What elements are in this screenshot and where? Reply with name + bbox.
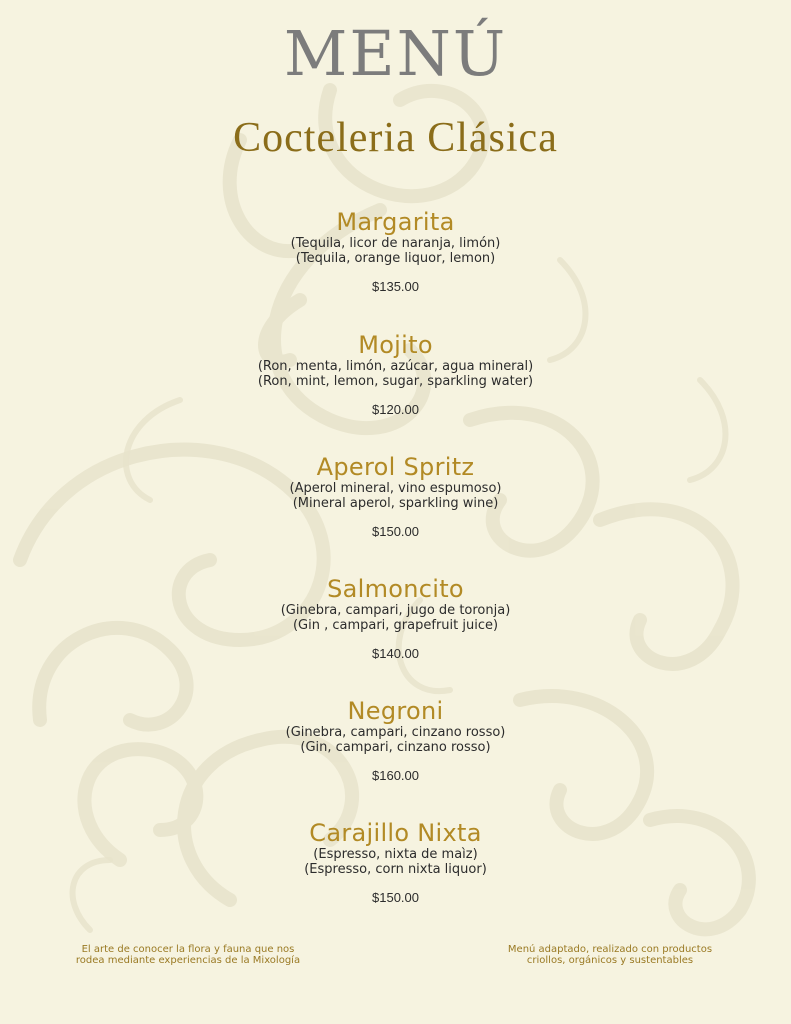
menu-item-mojito — [0, 331, 791, 417]
footer-note-line: criollos, orgánicos y sustentables — [526, 955, 694, 966]
item-description-en: (Mineral aperol, sparkling wine) — [292, 496, 499, 511]
item-name: Carajillo Nixta — [309, 819, 482, 847]
item-name: Negroni — [347, 697, 444, 725]
item-description-en: (Tequila, orange liquor, lemon) — [295, 251, 496, 266]
item-description-en: (Gin, campari, cinzano rosso) — [300, 740, 491, 755]
page-title: MENÚ — [283, 17, 508, 90]
item-price: $150.00 — [372, 890, 419, 905]
item-price: $160.00 — [372, 768, 419, 783]
menu-item-salmoncito — [0, 575, 791, 661]
item-price: $140.00 — [372, 646, 419, 661]
menu-item-aperol-spritz — [0, 453, 791, 539]
item-name: Salmoncito — [327, 575, 464, 603]
item-price: $120.00 — [372, 402, 419, 417]
item-description-es: (Tequila, licor de naranja, limón) — [290, 236, 501, 251]
menu-item-negroni — [0, 697, 791, 783]
footer-tagline-line: rodea mediante experiencias de la Mixología — [75, 955, 301, 966]
item-description-es: (Ginebra, campari, jugo de toronja) — [280, 603, 511, 618]
item-name: Mojito — [358, 331, 433, 359]
footer-note — [470, 944, 750, 966]
item-description-en: (Espresso, corn nixta liquor) — [304, 862, 487, 877]
footer-tagline-line: El arte de conocer la flora y fauna que nos — [81, 944, 295, 955]
item-description-es: (Ron, menta, limón, azúcar, agua mineral) — [257, 359, 534, 374]
item-description-es: (Aperol mineral, vino espumoso) — [289, 481, 502, 496]
item-name: Aperol Spritz — [316, 453, 475, 481]
item-price: $135.00 — [372, 279, 419, 294]
section-title: Cocteleria Clásica — [233, 115, 558, 161]
item-description-en: (Gin , campari, grapefruit juice) — [292, 618, 499, 633]
menu-item-margarita — [0, 208, 791, 294]
item-description-en: (Ron, mint, lemon, sugar, sparkling water) — [257, 374, 534, 389]
item-description-es: (Espresso, nixta de maìz) — [313, 847, 478, 862]
menu-item-carajillo-nixta — [0, 819, 791, 905]
item-price: $150.00 — [372, 524, 419, 539]
footer-note-line: Menú adaptado, realizado con productos — [507, 944, 713, 955]
item-name: Margarita — [336, 208, 455, 236]
item-description-es: (Ginebra, campari, cinzano rosso) — [285, 725, 506, 740]
footer-tagline — [40, 944, 336, 966]
